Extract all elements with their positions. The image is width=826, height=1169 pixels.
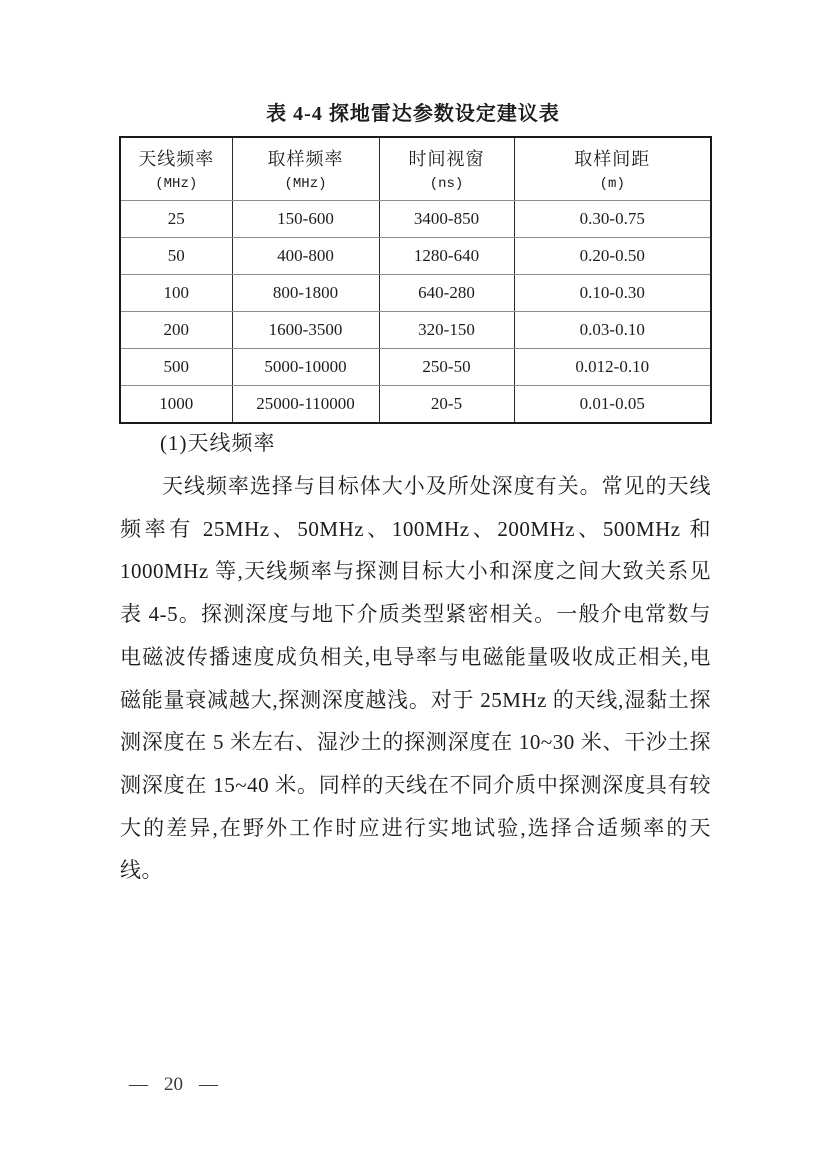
footer-dash-right: — bbox=[199, 1074, 218, 1095]
table-cell: 800-1800 bbox=[232, 275, 379, 312]
table-row bbox=[120, 275, 711, 312]
table-cell: 150-600 bbox=[232, 201, 379, 238]
table-cell: 500 bbox=[120, 349, 232, 386]
column-unit: (m) bbox=[599, 176, 625, 192]
table-cell: 200 bbox=[120, 312, 232, 349]
page-number: 20 bbox=[164, 1074, 183, 1095]
table-cell: 320-150 bbox=[379, 312, 514, 349]
table-cell: 3400-850 bbox=[379, 201, 514, 238]
table-cell: 0.20-0.50 bbox=[514, 238, 711, 275]
table-cell: 1000 bbox=[120, 386, 232, 424]
body-paragraph: 天线频率选择与目标体大小及所处深度有关。常见的天线频率有 25MHz、50MHz、100MHz、200MHz、500MHz 和 1000MHz 等,天线频率与探测目标大小和深度之间大致关系见表 4-5。探测深度与地下介质类型紧密相关。一般介电常数与电磁波传播速度成负相关,电导率与电磁能量吸收成正相关,电磁能量衰减越大,探测深度越浅。对于 25MHz 的天线,湿黏土探测深度在 5 米左右、湿沙土的探测深度在 10~30 米、干沙土探测深度在 15~40 米。同样的天线在不同介质中探测深度具有较大的差异,在野外工作时应进行实地试验,选择合适频率的天线。 bbox=[120, 474, 711, 883]
table-cell: 1600-3500 bbox=[232, 312, 379, 349]
table-cell: 25 bbox=[120, 201, 232, 238]
header-cell-time-window bbox=[379, 137, 514, 201]
header-cell-sampling-interval bbox=[514, 137, 711, 201]
page-footer bbox=[129, 1074, 218, 1096]
column-name: 取样频率 bbox=[267, 149, 344, 169]
table-cell: 50 bbox=[120, 238, 232, 275]
table-header-row bbox=[120, 137, 711, 201]
table-row bbox=[120, 349, 711, 386]
table-cell: 0.30-0.75 bbox=[514, 201, 711, 238]
table-cell: 1280-640 bbox=[379, 238, 514, 275]
table-cell: 0.012-0.10 bbox=[514, 349, 711, 386]
table-row bbox=[120, 238, 711, 275]
footer-dash-left: — bbox=[129, 1074, 148, 1095]
table-cell: 0.01-0.05 bbox=[514, 386, 711, 424]
table-cell: 0.03-0.10 bbox=[514, 312, 711, 349]
column-name: 取样间距 bbox=[574, 149, 651, 169]
table-row bbox=[120, 386, 711, 424]
table-cell: 20-5 bbox=[379, 386, 514, 424]
table-row bbox=[120, 201, 711, 238]
column-name: 天线频率 bbox=[138, 149, 215, 169]
column-name: 时间视窗 bbox=[408, 149, 485, 169]
table-cell: 250-50 bbox=[379, 349, 514, 386]
body-content bbox=[120, 421, 711, 892]
table-row bbox=[120, 312, 711, 349]
table-cell: 640-280 bbox=[379, 275, 514, 312]
column-unit: (MHz) bbox=[155, 176, 198, 192]
column-unit: (MHz) bbox=[284, 176, 327, 192]
table-cell: 0.10-0.30 bbox=[514, 275, 711, 312]
column-unit: (ns) bbox=[429, 176, 464, 192]
parameter-table bbox=[119, 136, 712, 424]
table-cell: 400-800 bbox=[232, 238, 379, 275]
header-cell-antenna-frequency bbox=[120, 137, 232, 201]
header-cell-sampling-frequency bbox=[232, 137, 379, 201]
table-cell: 25000-110000 bbox=[232, 386, 379, 424]
table-cell: 100 bbox=[120, 275, 232, 312]
table-cell: 5000-10000 bbox=[232, 349, 379, 386]
section-heading: (1)天线频率 bbox=[160, 431, 276, 455]
table-caption: 表 4-4 探地雷达参数设定建议表 bbox=[266, 103, 560, 125]
